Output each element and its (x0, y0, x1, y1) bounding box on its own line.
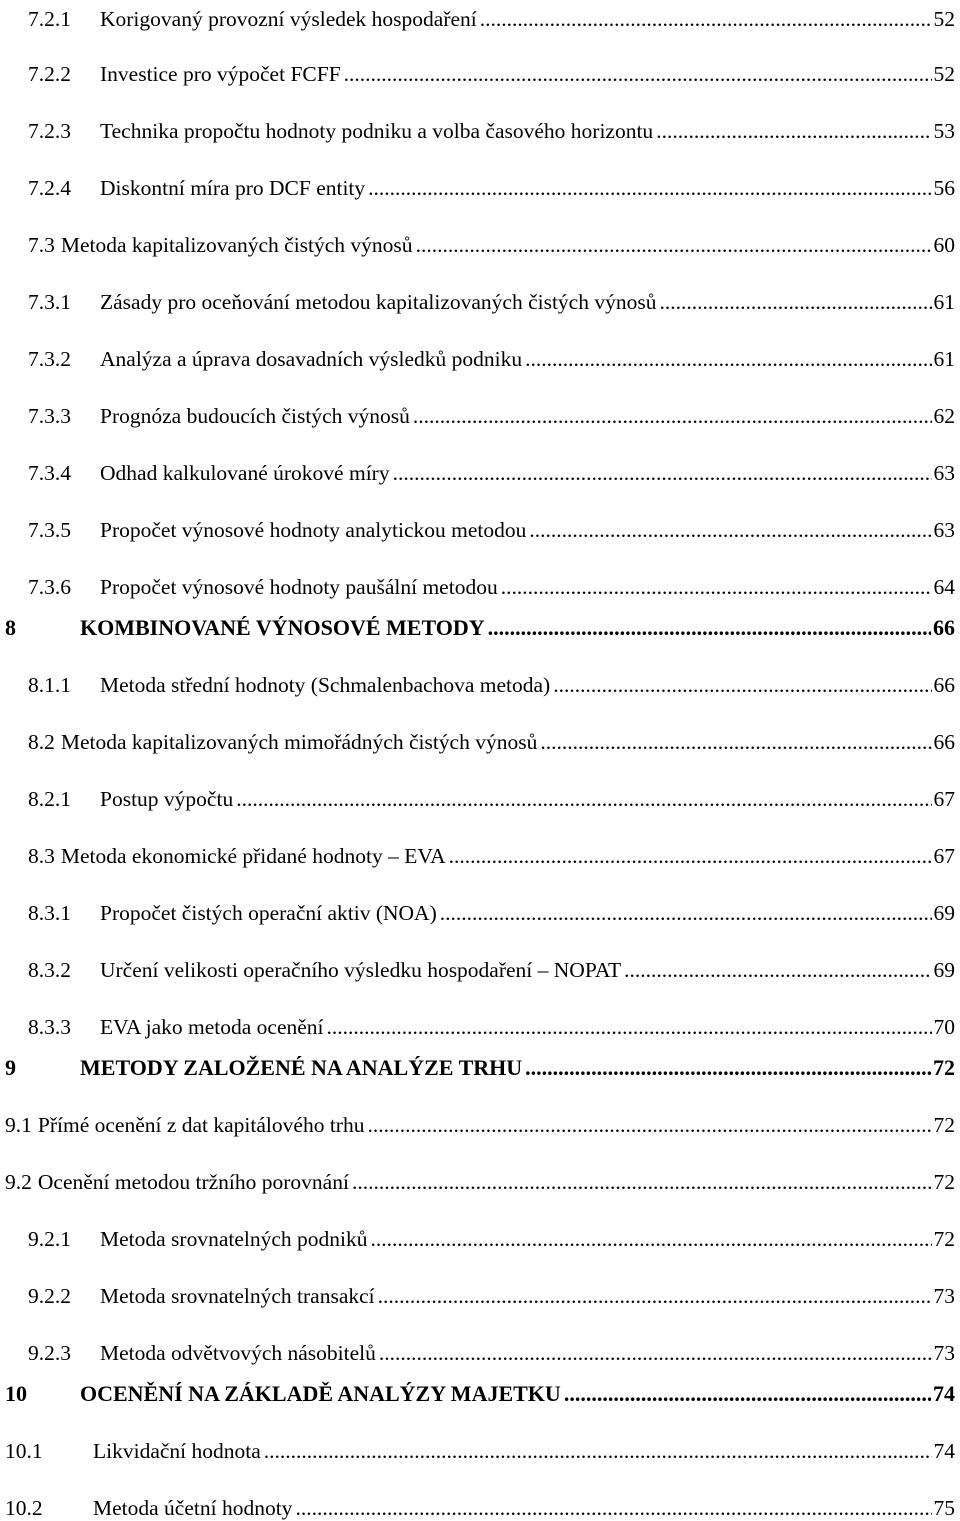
toc-entry-number: 10.1 (5, 1439, 43, 1463)
toc-entry[interactable] (0, 283, 955, 315)
toc-entry-page-number: 69 (933, 901, 955, 925)
toc-dot-leader (529, 517, 931, 543)
toc-entry-page-number: 61 (933, 347, 955, 371)
toc-entry-number: 7.3.2 (28, 347, 71, 371)
toc-entry-title: Analýza a úprava dosavadních výsledků podniku (100, 347, 523, 371)
toc-entry-title: Odhad kalkulované úrokové míry (100, 461, 390, 485)
toc-dot-leader (371, 1226, 932, 1252)
toc-dot-leader (564, 1381, 931, 1407)
toc-entry-title: Postup výpočtu (100, 787, 234, 811)
toc-entry-title: Prognóza budoucích čistých výnosů (100, 404, 410, 428)
toc-entry[interactable] (0, 1106, 955, 1138)
toc-entry-number: 9 (5, 1055, 16, 1080)
toc-entry-number: 8.3.3 (28, 1015, 71, 1039)
toc-entry[interactable] (0, 1163, 955, 1195)
toc-entry-page-number: 72 (933, 1055, 955, 1080)
toc-entry-number: 8.1.1 (28, 673, 71, 697)
toc-entry[interactable] (0, 340, 955, 372)
toc-entry-page-number: 56 (933, 176, 955, 200)
toc-entry-title: Ocenění metodou tržního porovnání (37, 1170, 349, 1194)
toc-entry-page-number: 52 (933, 62, 955, 86)
toc-entry-number: 9.2.1 (28, 1227, 71, 1251)
toc-entry-number: 7.2.3 (28, 119, 71, 143)
toc-entry-page-number: 63 (933, 461, 955, 485)
toc-entry-number: 7.2.4 (28, 176, 71, 200)
toc-dot-leader (236, 786, 931, 812)
toc-entry[interactable] (0, 1375, 955, 1407)
toc-dot-leader (416, 232, 932, 258)
toc-entry[interactable] (0, 1220, 955, 1252)
toc-entry[interactable] (0, 397, 955, 429)
toc-entry-page-number: 66 (933, 730, 955, 754)
toc-entry-title: Likvidační hodnota (93, 1439, 261, 1463)
toc-dot-leader (393, 460, 932, 486)
toc-entry-page-number: 67 (933, 844, 955, 868)
toc-entry-page-number: 74 (933, 1439, 955, 1463)
toc-entry-title: Zásady pro oceňování metodou kapitalizovaných čistých výnosů (100, 290, 657, 314)
toc-entry-page-number: 52 (933, 7, 955, 31)
toc-entry-title: Metoda ekonomické přidané hodnoty – EVA (60, 844, 446, 868)
toc-entry[interactable] (0, 226, 955, 258)
toc-entry-number: 7.2.1 (28, 7, 71, 31)
toc-entry[interactable] (0, 951, 955, 983)
toc-entry-number: 9.1 (5, 1113, 32, 1137)
toc-entry-page-number: 61 (933, 290, 955, 314)
toc-entry[interactable] (0, 666, 955, 698)
toc-entry-title: Metoda kapitalizovaných mimořádných čistých výnosů (60, 730, 538, 754)
toc-entry-page-number: 73 (933, 1284, 955, 1308)
toc-entry-title: Technika propočtu hodnoty podniku a volba časového horizontu (100, 119, 654, 143)
toc-entry-number: 8.3.1 (28, 901, 71, 925)
toc-dot-leader (413, 403, 932, 429)
toc-entry-title: Metoda srovnatelných podniků (100, 1227, 368, 1251)
toc-entry[interactable] (0, 454, 955, 486)
toc-entry-title: OCENĚNÍ NA ZÁKLADĚ ANALÝZY MAJETKU (80, 1381, 561, 1406)
toc-dot-leader (440, 900, 932, 926)
toc-dot-leader (327, 1014, 932, 1040)
toc-entry-page-number: 60 (933, 233, 955, 257)
toc-dot-leader (368, 175, 931, 201)
toc-entry[interactable] (0, 0, 955, 32)
toc-entry-title: Metoda kapitalizovaných čistých výnosů (60, 233, 413, 257)
toc-entry-page-number: 75 (933, 1496, 955, 1520)
toc-entry-page-number: 67 (933, 787, 955, 811)
toc-entry-number: 7.3.6 (28, 575, 71, 599)
toc-dot-leader (553, 672, 931, 698)
toc-entry-number: 10 (5, 1381, 27, 1406)
toc-entry[interactable] (0, 837, 955, 869)
toc-entry[interactable] (0, 511, 955, 543)
toc-entry-title: Metoda odvětvových násobitelů (100, 1341, 376, 1365)
toc-dot-leader (501, 574, 932, 600)
toc-dot-leader (656, 118, 931, 144)
toc-dot-leader (540, 729, 931, 755)
toc-entry-page-number: 66 (933, 673, 955, 697)
toc-dot-leader (525, 346, 931, 372)
toc-entry-page-number: 64 (933, 575, 955, 599)
toc-entry-title: Investice pro výpočet FCFF (100, 62, 341, 86)
toc-entry-title: Propočet výnosové hodnoty analytickou metodou (100, 518, 527, 542)
toc-entry-page-number: 70 (933, 1015, 955, 1039)
toc-dot-leader (264, 1438, 932, 1464)
toc-dot-leader (659, 289, 931, 315)
toc-entry-number: 8.2 (28, 730, 55, 754)
toc-dot-leader (525, 1055, 931, 1081)
toc-entry[interactable] (0, 568, 955, 600)
toc-entry[interactable] (0, 1432, 955, 1464)
toc-entry-page-number: 69 (933, 958, 955, 982)
toc-entry[interactable] (0, 112, 955, 144)
toc-dot-leader (352, 1169, 932, 1195)
toc-dot-leader (378, 1283, 932, 1309)
toc-entry-page-number: 72 (933, 1227, 955, 1251)
toc-entry[interactable] (0, 169, 955, 201)
toc-entry-number: 8 (5, 615, 16, 640)
toc-entry-title: EVA jako metoda ocenění (100, 1015, 324, 1039)
toc-dot-leader (449, 843, 932, 869)
toc-entry-title: Přímé ocenění z dat kapitálového trhu (37, 1113, 365, 1137)
toc-dot-leader (379, 1340, 932, 1366)
toc-dot-leader (488, 615, 931, 641)
toc-entry-number: 9.2 (5, 1170, 32, 1194)
toc-entry-page-number: 66 (933, 615, 955, 640)
toc-entry-number: 7.3 (28, 233, 55, 257)
toc-entry-title: Metoda srovnatelných transakcí (100, 1284, 375, 1308)
toc-entry-page-number: 74 (933, 1381, 955, 1406)
toc-entry[interactable] (0, 1049, 955, 1081)
toc-entry-page-number: 72 (933, 1170, 955, 1194)
toc-entry-title: Metoda střední hodnoty (Schmalenbachova metoda) (100, 673, 551, 697)
toc-entry-page-number: 73 (933, 1341, 955, 1365)
toc-entry-number: 9.2.2 (28, 1284, 71, 1308)
toc-entry-number: 7.3.5 (28, 518, 71, 542)
toc-entry-number: 7.3.1 (28, 290, 71, 314)
toc-entry-page-number: 53 (933, 119, 955, 143)
toc-entry-title: Metoda účetní hodnoty (93, 1496, 293, 1520)
toc-entry-title: Propočet čistých operační aktiv (NOA) (100, 901, 437, 925)
toc-entry[interactable] (0, 1334, 955, 1366)
toc-entry-title: METODY ZALOŽENÉ NA ANALÝZE TRHU (80, 1055, 523, 1080)
toc-entry[interactable] (0, 723, 955, 755)
toc-entry-number: 7.3.4 (28, 461, 71, 485)
toc-entry[interactable] (0, 1489, 955, 1521)
toc-entry-number: 9.2.3 (28, 1341, 71, 1365)
toc-dot-leader (624, 957, 931, 983)
toc-entry[interactable] (0, 55, 955, 87)
toc-entry-title: Určení velikosti operačního výsledku hospodaření – NOPAT (100, 958, 622, 982)
toc-dot-leader (367, 1112, 931, 1138)
toc-dot-leader (344, 61, 932, 87)
toc-entry-title: Propočet výnosové hodnoty paušální metodou (100, 575, 498, 599)
toc-dot-leader (480, 6, 932, 32)
toc-entry-page-number: 63 (933, 518, 955, 542)
toc-entry[interactable] (0, 1008, 955, 1040)
toc-entry-number: 8.3.2 (28, 958, 71, 982)
toc-entry-title: KOMBINOVANÉ VÝNOSOVÉ METODY (80, 615, 485, 640)
toc-entry[interactable] (0, 894, 955, 926)
toc-entry[interactable] (0, 609, 955, 641)
toc-entry-title: Korigovaný provozní výsledek hospodaření (100, 7, 477, 31)
toc-dot-leader (295, 1495, 931, 1521)
toc-entry-number: 10.2 (5, 1496, 43, 1520)
toc-entry[interactable] (0, 780, 955, 812)
toc-entry-title: Diskontní míra pro DCF entity (100, 176, 366, 200)
toc-entry-page-number: 72 (933, 1113, 955, 1137)
toc-entry-number: 7.2.2 (28, 62, 71, 86)
toc-entry-number: 7.3.3 (28, 404, 71, 428)
toc-entry-number: 8.2.1 (28, 787, 71, 811)
toc-entry-page-number: 62 (933, 404, 955, 428)
toc-entry-number: 8.3 (28, 844, 55, 868)
toc-entry[interactable] (0, 1277, 955, 1309)
